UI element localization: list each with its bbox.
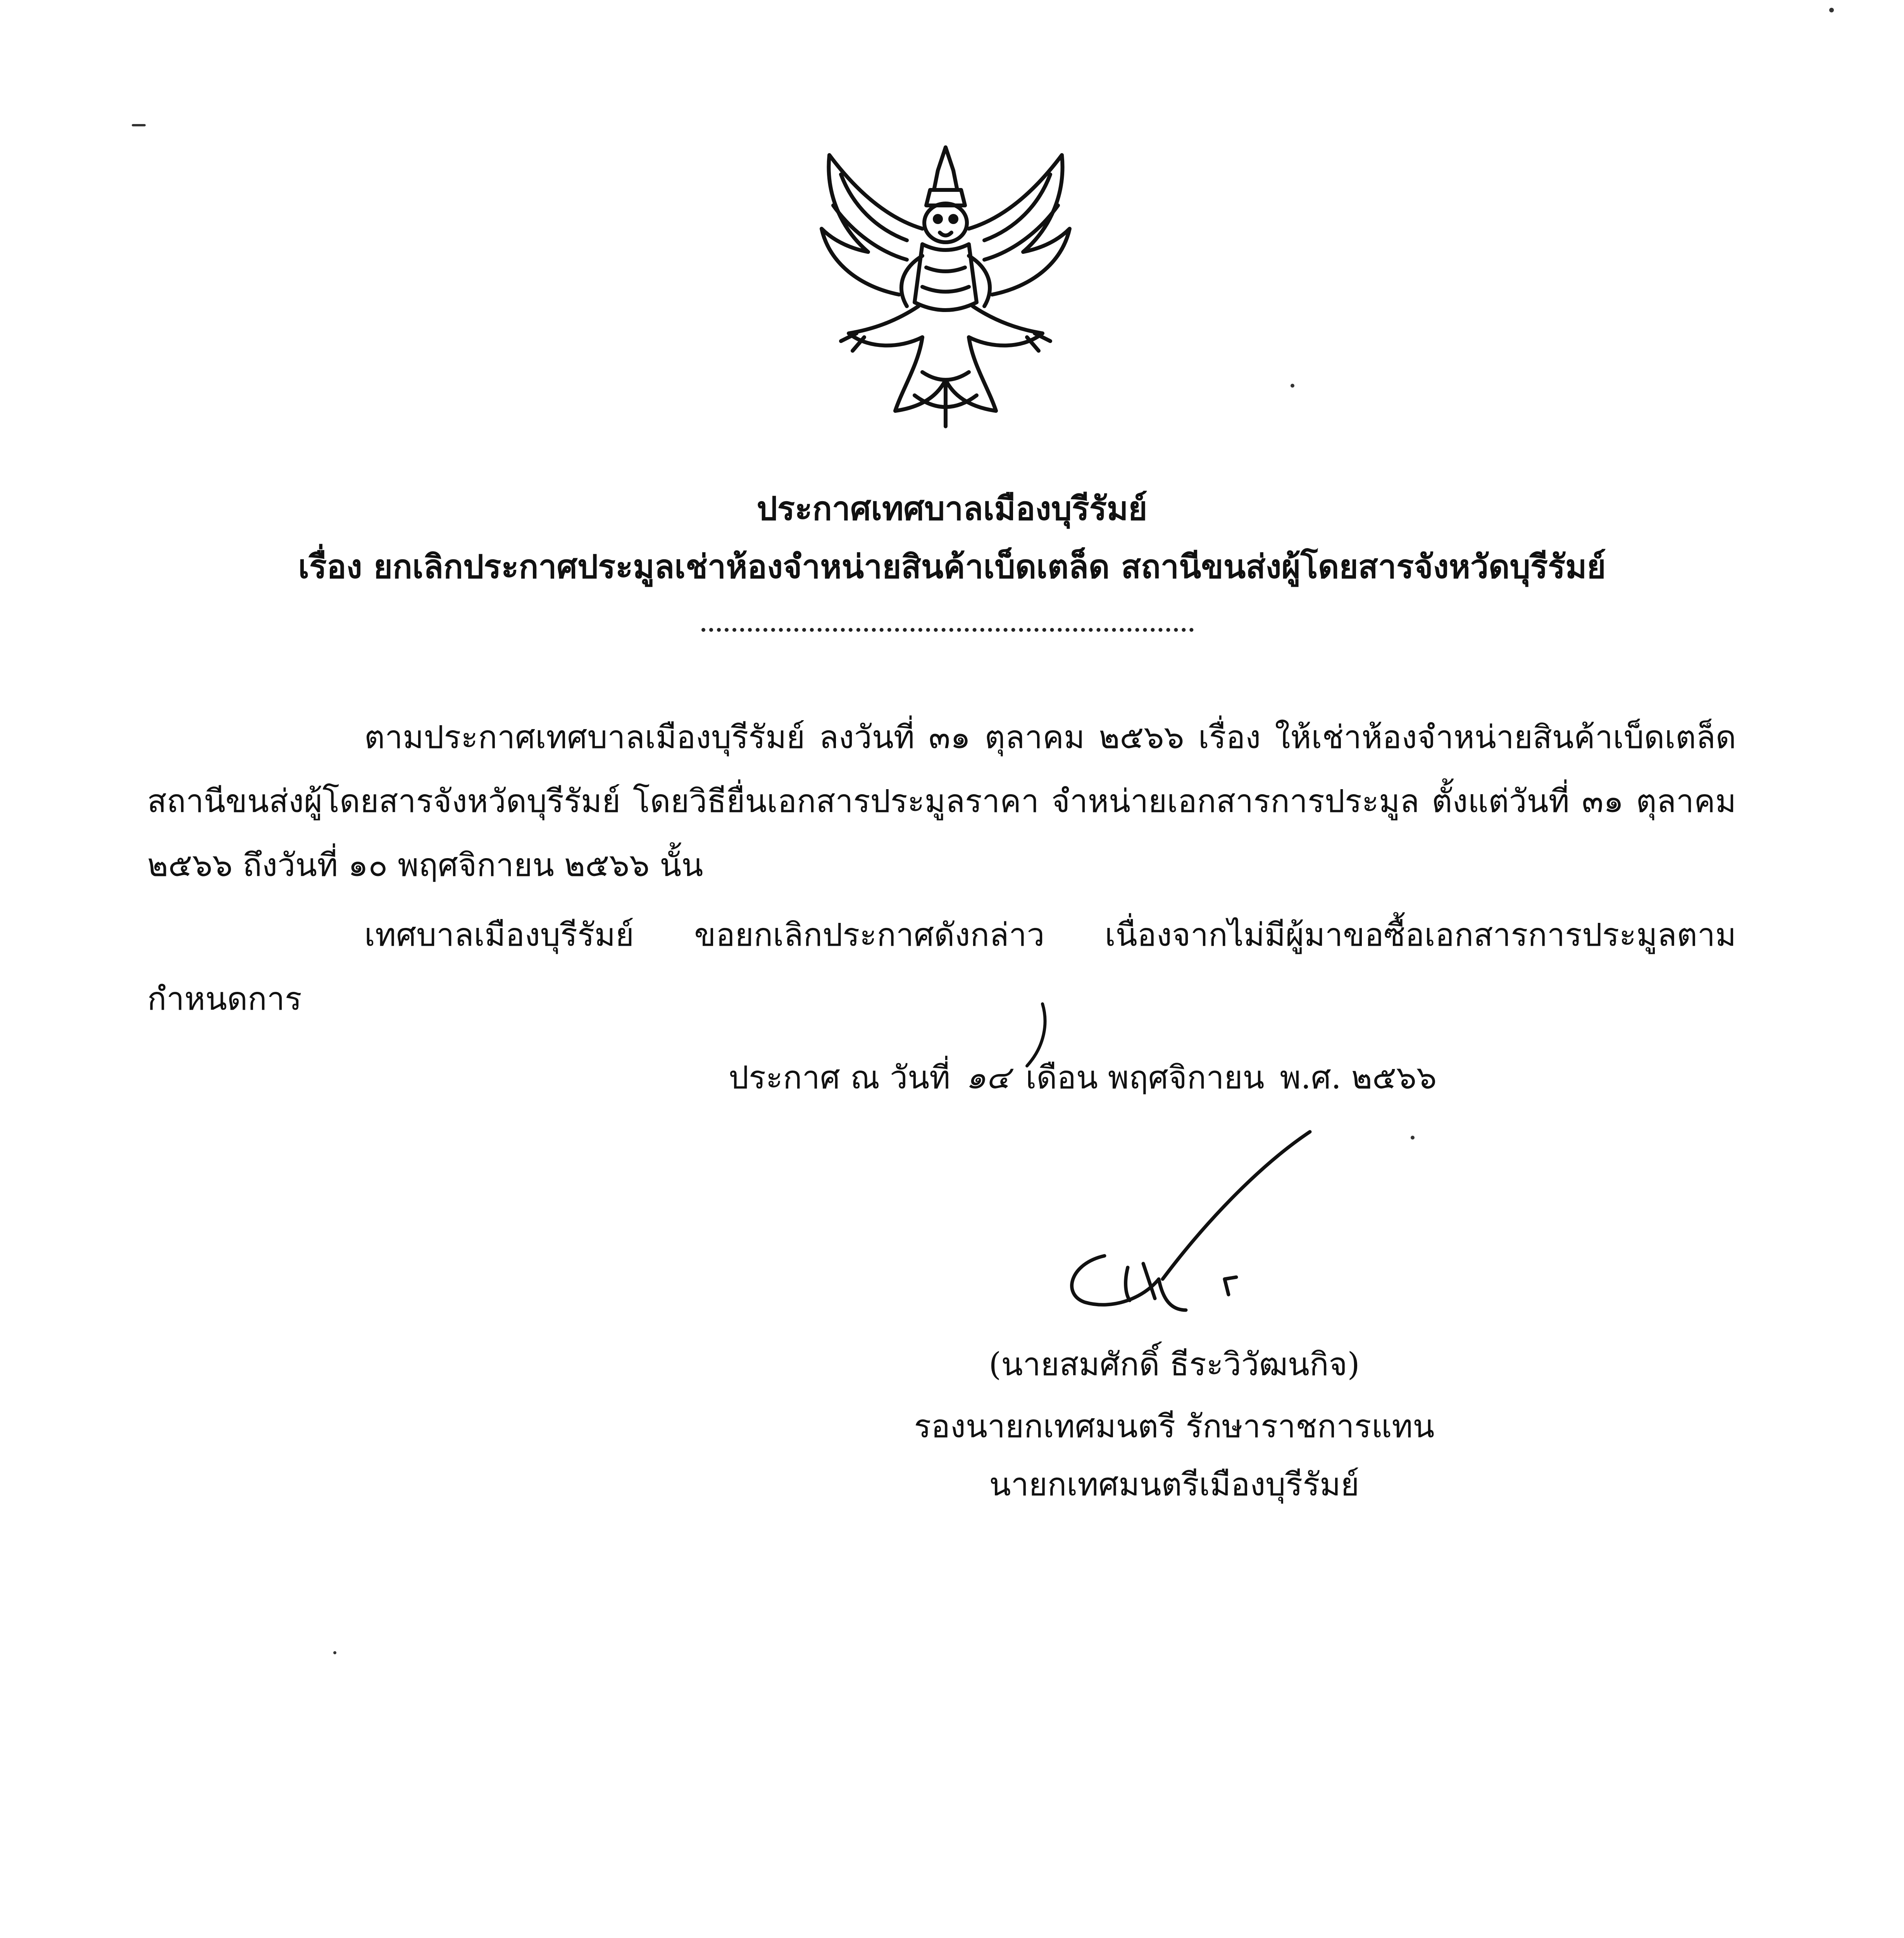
announce-month: เดือน พฤศจิกายน [1025, 1059, 1265, 1096]
scan-speck [1291, 384, 1294, 388]
signatory-position: รองนายกเทศมนตรี รักษาราชการแทน [914, 1408, 1435, 1445]
scan-speck [1411, 1136, 1415, 1140]
announce-prefix: ประกาศ ณ วันที่ [729, 1059, 951, 1096]
signature-image [1046, 1116, 1364, 1333]
document-subject: เรื่อง ยกเลิกประกาศประมูลเช่าห้องจำหน่ายสินค้าเบ็ดเตล็ด สถานีขนส่งผู้โดยสารจังหวัดบุรีรัมย์ [298, 547, 1606, 586]
dotted-divider [701, 628, 1194, 632]
signatory-position-2: นายกเทศมนตรีเมืองบุรีรัมย์ [989, 1466, 1360, 1503]
document-title: ประกาศเทศบาลเมืองบุรีรัมย์ [756, 489, 1148, 528]
handwritten-date-mark [961, 1000, 1101, 1101]
paragraph-2-text: เทศบาลเมืองบุรีรัมย์ ขอยกเลิกประกาศดังกล่าว เนื่องจากไม่มีผู้มาขอซื้อเอกสารการประมูลตามกำหนดการ [147, 917, 1736, 1017]
garuda-emblem-icon [806, 140, 1085, 434]
scan-speck [1829, 8, 1834, 12]
announce-day: ๑๔ [966, 1059, 1010, 1096]
scan-speck [333, 1651, 336, 1654]
body-paragraph-1 [147, 705, 1736, 897]
announce-year: พ.ศ. ๒๕๖๖ [1280, 1059, 1437, 1096]
signatory-name: (นายสมศักดิ์ ธีระวิวัฒนกิจ) [989, 1346, 1360, 1383]
body-paragraph-2 [147, 903, 1736, 1031]
paragraph-1-text: ตามประกาศเทศบาลเมืองบุรีรัมย์ ลงวันที่ ๓๑ ตุลาคม ๒๕๖๖ เรื่อง ให้เช่าห้องจำหน่ายสินค้าเบ็ดเตล็ด สถานีขนส่งผู้โดยสารจังหวัดบุรีรัมย์ โดยวิธียื่นเอกสารประมูลราคา จำหน่ายเอกสารการประมูล ตั้งแต่วันที่ ๓๑ ตุลาคม ๒๕๖๖ ถึงวันที่ ๑๐ พฤศจิกายน ๒๕๖๖ นั้น [147, 719, 1736, 884]
scan-speck [132, 124, 146, 126]
